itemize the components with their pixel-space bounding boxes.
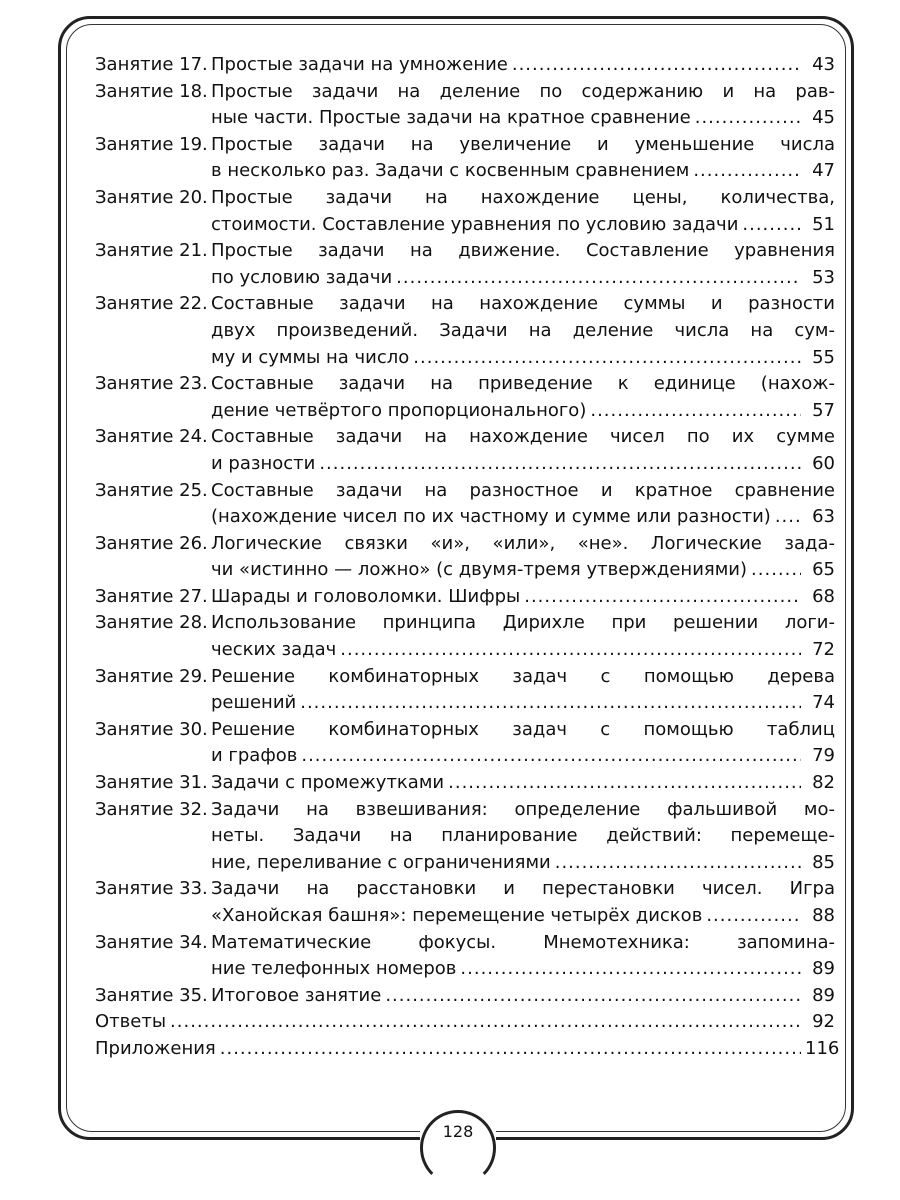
dot-leader — [775, 504, 801, 531]
toc-entry[interactable] — [95, 664, 835, 717]
toc-entry-page: 82 — [812, 772, 835, 794]
toc-entry-title: и разности — [211, 452, 316, 474]
dot-leader — [396, 265, 801, 292]
toc-entry[interactable] — [95, 185, 835, 238]
toc-entry-last-line — [211, 158, 835, 185]
toc-entry[interactable] — [95, 983, 835, 1010]
toc-entry-line: Решение комбинаторных задач с помощью таблиц — [211, 718, 835, 740]
toc-entry-line: двух произведений. Задачи на деление числа на сум- — [211, 319, 835, 341]
toc-entry-page: 53 — [812, 266, 835, 288]
toc-entry[interactable] — [95, 478, 835, 531]
toc-entry-title: ние телефонных номеров — [211, 958, 457, 980]
toc-entry-title: Задачи с промежутками — [211, 772, 445, 794]
toc-entry-label: Занятие 30. — [95, 718, 208, 740]
toc-entry[interactable] — [95, 770, 835, 797]
toc-entry-title: му и суммы на число — [211, 346, 410, 368]
dot-leader — [512, 52, 801, 79]
toc-entry-body — [211, 424, 835, 477]
toc-entry-body — [211, 371, 835, 424]
toc-entry-page: 89 — [812, 958, 835, 980]
toc-entry-page: 47 — [812, 160, 835, 182]
toc-entry[interactable] — [95, 79, 835, 132]
toc-entry-last-line — [211, 983, 835, 1010]
toc-entry-last-line — [211, 557, 835, 584]
toc-entry-label: Занятие 27. — [95, 585, 208, 607]
toc-entry-page: 68 — [812, 585, 835, 607]
toc-entry[interactable] — [95, 610, 835, 663]
toc-entry-body — [211, 478, 835, 531]
dot-leader — [448, 770, 801, 797]
toc-entry-body — [211, 770, 835, 797]
toc-entry[interactable] — [95, 584, 835, 611]
toc-entry-last-line — [211, 504, 835, 531]
toc-entry-page: 85 — [812, 851, 835, 873]
toc-entry[interactable] — [95, 930, 835, 983]
toc-entry-page: 55 — [812, 346, 835, 368]
toc-entry-page: 89 — [812, 984, 835, 1006]
toc-entry-body — [211, 610, 835, 663]
toc-entry[interactable] — [95, 531, 835, 584]
toc-entry-title: Итоговое занятие — [211, 984, 382, 1006]
page-number: 128 — [442, 1122, 474, 1141]
toc-entry-line: Использование принципа Дирихле при решении логи- — [211, 612, 835, 634]
toc-entry-page: 63 — [812, 506, 835, 528]
toc-entry[interactable] — [95, 132, 835, 185]
toc-entry-line: неты. Задачи на планирование действий: перемеще- — [211, 825, 835, 847]
dot-leader — [460, 956, 801, 983]
toc-entry-label: Занятие 17. — [95, 54, 208, 75]
dot-leader — [590, 398, 801, 425]
toc-entry-last-line — [95, 1036, 840, 1063]
toc-entry-last-line — [211, 345, 835, 372]
toc-entry-page: 51 — [812, 213, 835, 235]
toc-entry-last-line — [211, 398, 835, 425]
dot-leader — [555, 850, 801, 877]
toc-entry-last-line — [95, 1009, 835, 1036]
dot-leader — [319, 451, 801, 478]
toc-entry-title: и графов — [211, 745, 298, 767]
dot-leader — [385, 983, 801, 1010]
toc-entry-last-line — [211, 637, 835, 664]
toc-entry-line: Составные задачи на разностное и кратное сравнение — [211, 479, 835, 501]
toc-entry-page: 72 — [812, 639, 835, 661]
toc-entry-page: 43 — [812, 54, 835, 75]
toc-entry-title: «Ханойская башня»: перемещение четырёх дисков — [211, 905, 703, 926]
toc-entry[interactable] — [95, 371, 835, 424]
toc-entry-title: стоимости. Составление уравнения по условию задачи — [211, 213, 739, 235]
toc-entry-label: Занятие 20. — [95, 186, 208, 208]
toc-entry-label: Занятие 25. — [95, 479, 208, 501]
toc-entry-label: Занятие 29. — [95, 665, 208, 687]
toc-entry-body — [211, 238, 835, 291]
dot-leader — [751, 557, 801, 584]
toc-entry-title: по условию задачи — [211, 266, 393, 288]
toc-entry-last-line — [211, 584, 835, 611]
toc-entry-body — [211, 797, 835, 877]
dot-leader — [413, 345, 801, 372]
toc-entry-title: ние, переливание с ограничениями — [211, 851, 551, 873]
dot-leader — [695, 105, 801, 132]
toc-entry-title: (нахождение чисел по их частному и сумме или разности) — [211, 506, 771, 528]
toc-entry-line: Составные задачи на приведение к единице (нахож- — [211, 373, 835, 395]
toc-entry-last-line — [211, 770, 835, 797]
toc-entry[interactable] — [95, 1036, 840, 1063]
toc-entry-title: чи «истинно — ложно» (с двумя-тремя утверждениями) — [211, 559, 748, 581]
toc-entry-line: Составные задачи на нахождение суммы и разности — [211, 293, 835, 315]
table-of-contents — [95, 52, 840, 1063]
toc-entry-label: Занятие 22. — [95, 293, 208, 315]
toc-entry-page: 60 — [812, 452, 835, 474]
toc-entry-body — [211, 664, 835, 717]
toc-entry-body — [211, 584, 835, 611]
toc-entry-body — [211, 79, 835, 132]
toc-entry-line: Составные задачи на нахождение чисел по их сумме — [211, 426, 835, 448]
toc-entry-label: Занятие 31. — [95, 772, 208, 794]
toc-entry-body — [95, 1036, 840, 1063]
toc-entry-body — [95, 1009, 835, 1036]
toc-entry-page: 74 — [812, 692, 835, 714]
toc-entry-line: Математические фокусы. Мнемотехника: запомина- — [211, 931, 835, 953]
toc-entry-body — [211, 717, 835, 770]
toc-entry-label: Занятие 32. — [95, 798, 208, 820]
dot-leader — [693, 158, 801, 185]
toc-entry-title: Приложения — [95, 1037, 216, 1059]
toc-entry-body — [211, 132, 835, 185]
toc-entry-body — [211, 52, 835, 79]
toc-entry-body — [211, 531, 835, 584]
toc-entry-label: Занятие 28. — [95, 612, 208, 634]
toc-entry-line: Простые задачи на нахождение цены, количества, — [211, 186, 835, 208]
toc-entry-label: Занятие 23. — [95, 373, 208, 395]
toc-entry-page: 92 — [812, 1011, 835, 1033]
toc-entry-title: ческих задач — [211, 639, 337, 661]
dot-leader — [706, 903, 801, 930]
dot-leader — [742, 212, 801, 239]
toc-entry-line: Задачи на взвешивания: определение фальшивой мо- — [211, 798, 835, 820]
toc-entry-body — [211, 876, 835, 929]
dot-leader — [340, 637, 801, 664]
toc-entry[interactable] — [95, 424, 835, 477]
toc-entry-page: 65 — [812, 559, 835, 581]
toc-entry-label: Занятие 24. — [95, 426, 208, 448]
toc-entry[interactable] — [95, 876, 835, 929]
toc-entry-title: Шарады и головоломки. Шифры — [211, 585, 521, 607]
toc-entry-line: Задачи на расстановки и перестановки чисел. Игра — [211, 878, 835, 900]
toc-entry-last-line — [211, 212, 835, 239]
toc-entry-line: Простые задачи на движение. Составление уравнения — [211, 240, 835, 262]
toc-entry[interactable] — [95, 291, 835, 371]
toc-entry-page: 79 — [812, 745, 835, 767]
toc-entry-line: Простые задачи на увеличение и уменьшение числа — [211, 133, 835, 155]
toc-entry-title: решений — [211, 692, 297, 714]
dot-leader — [301, 743, 801, 770]
page-number-tab — [420, 1110, 496, 1160]
toc-entry-label: Занятие 26. — [95, 532, 208, 554]
toc-entry-page: 57 — [812, 399, 835, 421]
toc-entry-page: 88 — [812, 905, 835, 926]
toc-entry-last-line — [211, 850, 835, 877]
toc-entry-last-line — [211, 743, 835, 770]
toc-entry[interactable] — [95, 238, 835, 291]
toc-entry-last-line — [211, 956, 835, 983]
toc-entry-body — [211, 930, 835, 983]
dot-leader — [170, 1009, 801, 1036]
toc-entry[interactable] — [95, 52, 835, 79]
toc-entry[interactable] — [95, 717, 835, 770]
toc-entry-last-line — [211, 265, 835, 292]
toc-entry-last-line — [211, 451, 835, 478]
toc-entry-label: Занятие 21. — [95, 240, 208, 262]
dot-leader — [300, 690, 801, 717]
toc-entry-last-line — [211, 52, 835, 79]
toc-entry-line: Простые задачи на деление по содержанию и на рав- — [211, 80, 835, 102]
toc-entry-last-line — [211, 105, 835, 132]
toc-entry-label: Занятие 19. — [95, 133, 208, 155]
toc-entry-title: дение четвёртого пропорционального) — [211, 399, 587, 421]
toc-entry[interactable] — [95, 797, 835, 877]
toc-entry-label: Занятие 35. — [95, 984, 208, 1006]
toc-entry-line: Решение комбинаторных задач с помощью дерева — [211, 665, 835, 687]
toc-entry[interactable] — [95, 1009, 835, 1036]
toc-entry-label: Занятие 33. — [95, 878, 208, 900]
dot-leader — [220, 1036, 801, 1063]
toc-entry-title: Ответы — [95, 1011, 167, 1033]
dot-leader — [524, 584, 801, 611]
toc-entry-title: в несколько раз. Задачи с косвенным сравнением — [211, 160, 690, 182]
toc-entry-label: Занятие 18. — [95, 80, 208, 102]
toc-entry-body — [211, 185, 835, 238]
toc-entry-last-line — [211, 690, 835, 717]
toc-entry-page: 45 — [812, 107, 835, 129]
toc-entry-body — [211, 291, 835, 371]
toc-entry-body — [211, 983, 835, 1010]
toc-entry-title: ные части. Простые задачи на кратное сравнение — [211, 107, 691, 129]
toc-entry-label: Занятие 34. — [95, 931, 208, 953]
toc-entry-page: 116 — [805, 1037, 840, 1059]
toc-entry-title: Простые задачи на умножение — [211, 54, 508, 75]
toc-entry-last-line — [211, 903, 835, 930]
toc-entry-line: Логические связки «и», «или», «не». Логические зада- — [211, 532, 835, 554]
